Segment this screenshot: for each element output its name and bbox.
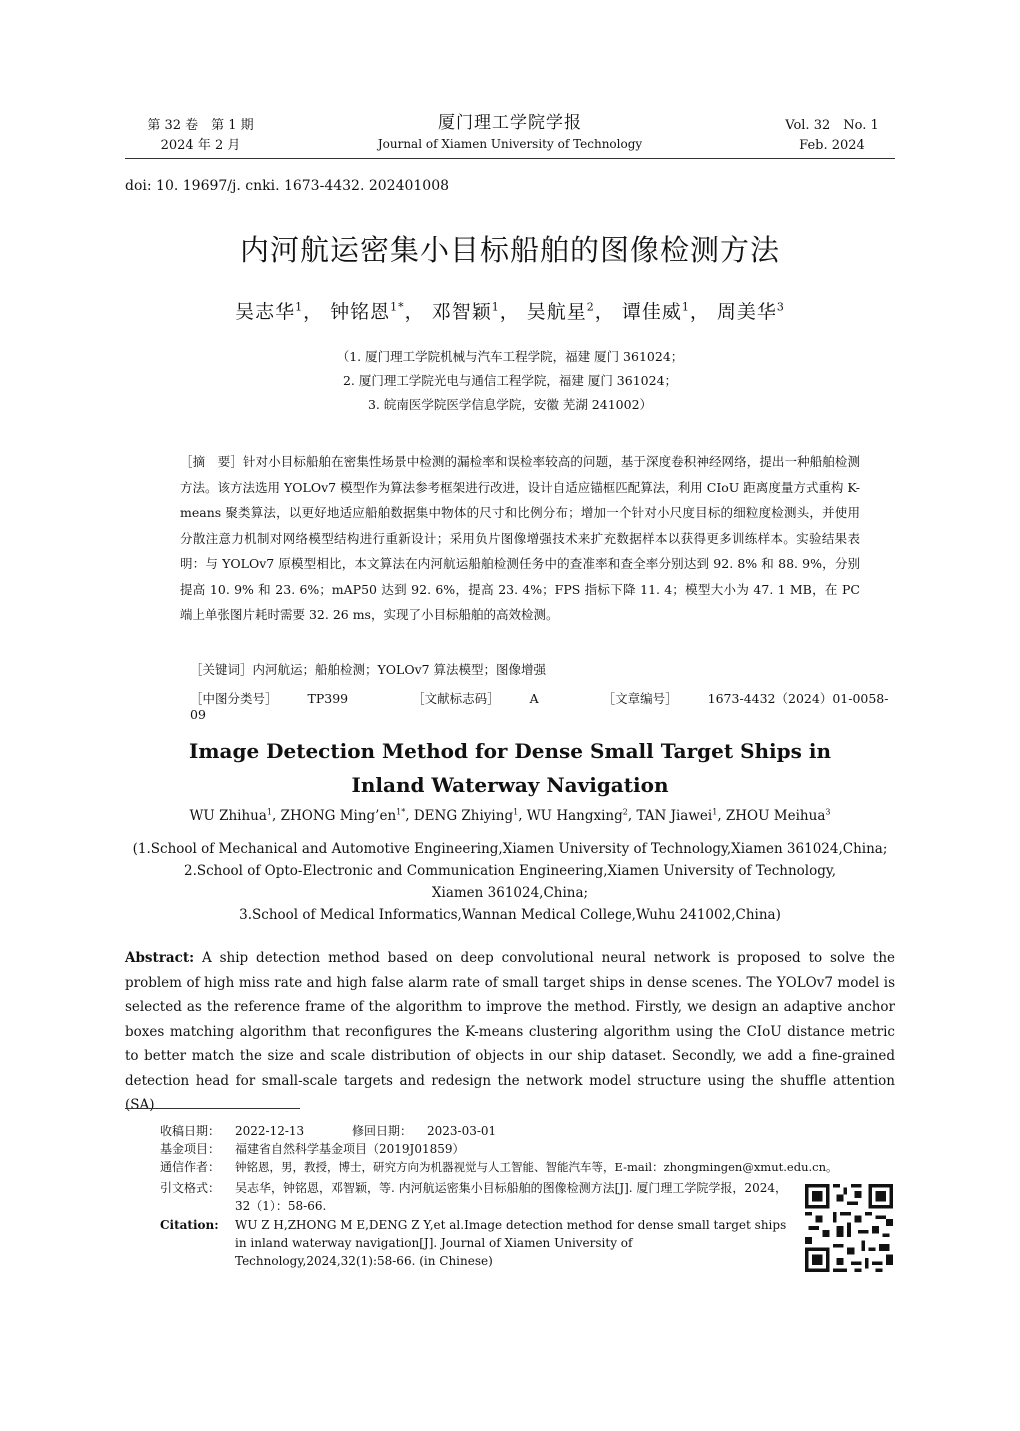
affiliation-cn-3: 3. 皖南医学院医学信息学院，安徽 芜湖 241002） <box>367 397 653 412</box>
qr-code[interactable] <box>805 1184 893 1272</box>
author-en: ZHOU Meihua$^3$ <box>725 807 831 824</box>
affiliation-en-3: 3.School of Medical Informatics,Wannan Medical College,Wuhu 241002,China) <box>239 907 781 923</box>
affiliation-en-1: (1.School of Mechanical and Automotive Engineering,Xiamen University of Technology,Xiamen 361024,China; <box>132 841 888 857</box>
abstract-en <box>125 946 895 1118</box>
authors-cn: 吴志华$^1$， 钟铭恩$^{1*}$， 邓智颖$^1$， 吴航星$^2$， 谭佳威$^1$， 周美华$^3$ <box>235 300 785 323</box>
volume-issue-cn: 第 32 卷 第 1 期 <box>147 118 254 133</box>
cite-cn-text: 吴志华，钟铭恩，邓智颖，等. 内河航运密集小目标船舶的图像检测方法[J]. 厦门理工学院学报，2024，32（1）：58-66. <box>235 1181 787 1213</box>
affiliations-cn <box>125 345 895 417</box>
author-cn: 吴航星$^2$ <box>526 300 595 323</box>
authors-en: WU Zhihua$^1$, ZHONG $Ming’en^{1*}$, DENG Zhiying$^1$, WU Hangxing$^2$, TAN Jiawei$^1$, ZHOU Meihua$^3$ <box>189 807 831 824</box>
keywords-cn-label: ［关键词］ <box>190 662 253 677</box>
doi[interactable]: doi: 10. 19697/j. cnki. 1673-4432. 202401008 <box>125 178 450 194</box>
date-en: Feb. 2024 <box>799 138 865 153</box>
journal-volume-issue-en <box>772 116 892 156</box>
document-code: ［文献标志码］ A <box>412 691 539 706</box>
title-en <box>125 734 895 802</box>
title-en-line1: Image Detection Method for Dense Small Target Ships in <box>189 739 831 763</box>
journal-name-en: Journal of Xiamen University of Technology <box>377 137 643 151</box>
received-label: 收稿日期： <box>160 1124 221 1138</box>
author-cn: 谭佳威$^1$ <box>621 300 690 323</box>
affiliation-cn-2: 2. 厦门理工学院光电与通信工程学院，福建 厦门 361024； <box>342 373 678 388</box>
abstract-cn-label: ［摘 要］ <box>180 454 243 469</box>
header-divider <box>125 158 895 159</box>
cite-en-text: WU Z H,ZHONG M E,DENG Z Y,et al.Image detection method for dense small target ships in inland waterway navigation[J]. Journal of Xiamen University of Technology,2024,32(1):58-66. (in Chinese) <box>235 1218 787 1268</box>
title-en-line2: Inland Waterway Navigation <box>351 773 669 797</box>
affiliation-en-2: 2.School of Opto-Electronic and Communication Engineering,Xiamen University of Technology, <box>183 863 837 879</box>
author-en: WU Hangxing$^2$ <box>526 807 628 824</box>
clc-number: ［中图分类号］ TP399 <box>190 691 349 706</box>
date-cn: 2024 年 2 月 <box>160 138 241 153</box>
fund-label: 基金项目： <box>160 1142 221 1156</box>
volume-issue-en: Vol. 32 No. 1 <box>785 118 879 133</box>
author-en: ZHONG $Ming’en^{1*}$ <box>280 807 406 824</box>
author-en: WU Zhihua$^1$ <box>189 807 272 824</box>
author-en: TAN Jiawei$^1$ <box>636 807 718 824</box>
revised-label: 修回日期： <box>352 1124 413 1138</box>
received-date: 2022-12-13 <box>235 1124 305 1138</box>
revised-date: 2023-03-01 <box>427 1124 497 1138</box>
article-number: ［文章编号］ 1673-4432（2024）01-0058-09 <box>190 691 889 722</box>
abstract-cn <box>180 449 860 628</box>
author-cn: 吴志华$^1$ <box>235 300 304 323</box>
affiliations-en <box>125 838 895 926</box>
footnote-divider <box>125 1108 300 1109</box>
author-cn: 周美华$^3$ <box>716 300 785 323</box>
journal-name-cn: 厦门理工学院学报 <box>438 113 582 133</box>
abstract-en-text: A ship detection method based on deep convolutional neural network is proposed to solve the problem of high miss rate and high false alarm rate of small target ships in dense scenes. The YOLOv7 model is selected as the reference frame of the algorithm to improve the method. Firstly, we design an adaptive anchor boxes matching algorithm that reconfigures the K-means clustering algorithm using the CIoU distance metric to better match the size and scale distribution of objects in our ship dataset. Secondly, we add a fine-grained detection head for small-scale targets and redesign the network model structure using the shuffle attention (SA) <box>125 950 895 1113</box>
corr-text: 钟铭恩，男，教授，博士，研究方向为机器视觉与人工智能、智能汽车等，E-mail：zhongmingen@xmut.edu.cn。 <box>235 1160 838 1174</box>
classification-line <box>190 689 890 722</box>
keywords-cn-text: 内河航运；船舶检测；YOLOv7 算法模型；图像增强 <box>252 662 547 677</box>
title-cn: 内河航运密集小目标船舶的图像检测方法 <box>239 233 780 267</box>
abstract-en-label: Abstract: <box>125 950 195 966</box>
author-cn: 邓智颖$^1$ <box>431 300 500 323</box>
keywords-cn <box>190 660 546 678</box>
abstract-cn-text: 针对小目标船舶在密集性场景中检测的漏检率和误检率较高的问题，基于深度卷积神经网络，提出一种船舶检测方法。该方法选用 YOLOv7 模型作为算法参考框架进行改进，设计自适应锚框匹配算法，利用 CIoU 距离度量方式重构 K-means 聚类算法，以更好地适应船舶数据集中物体的尺寸和比例分布；增加一个针对小尺度目标的细粒度检测头，并使用分散注意力机制对网络模型结构进行重新设计；采用负片图像增强技术来扩充数据样本以获得更多训练样本。实验结果表明：与 YOLOv7 原模型相比，本文算法在内河航运船舶检测任务中的查准率和查全率分别达到 92. 8% 和 88. 9%，分别提高 10. 9% 和 23. 6%；mAP50 达到 92. 6%，提高 23. 4%；FPS 指标下降 11. 4；模型大小为 47. 1 MB，在 PC 端上单张图片耗时需要 32. 26 ms，实现了小目标船舶的高效检测。 <box>180 454 860 622</box>
fund-text: 福建省自然科学基金项目（2019J01859） <box>235 1142 465 1156</box>
author-en: DENG Zhiying$^1$ <box>413 807 519 824</box>
journal-name <box>300 112 720 154</box>
affiliation-cn-1: （1. 厦门理工学院机械与汽车工程学院，福建 厦门 361024； <box>336 349 684 364</box>
journal-volume-issue <box>138 116 263 156</box>
cite-cn-label: 引文格式： <box>160 1181 221 1195</box>
cite-en-label: Citation: <box>160 1218 219 1232</box>
corr-label: 通信作者： <box>160 1160 221 1174</box>
author-cn: 钟铭恩$^{1*}$ <box>330 300 405 323</box>
affiliation-en-2b: Xiamen 361024,China; <box>431 885 589 901</box>
